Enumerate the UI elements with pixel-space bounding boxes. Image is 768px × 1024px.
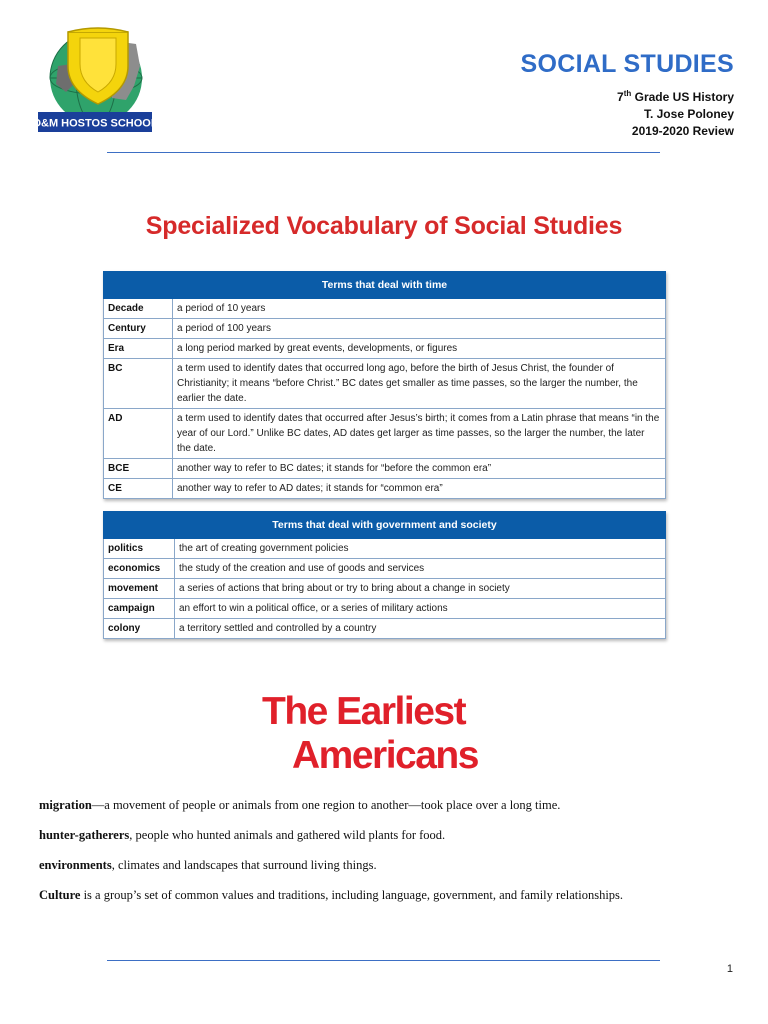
time-table-header: Terms that deal with time xyxy=(104,272,666,299)
definition-item xyxy=(39,797,739,814)
term-cell: colony xyxy=(104,619,175,639)
definition-text: , climates and landscapes that surround living things. xyxy=(111,858,377,872)
term-cell: economics xyxy=(104,559,175,579)
term-cell: movement xyxy=(104,579,175,599)
definition-item xyxy=(39,827,739,844)
table-row xyxy=(104,479,666,499)
definition-item xyxy=(39,857,739,874)
definition-cell: a period of 100 years xyxy=(173,319,666,339)
definition-cell: a long period marked by great events, developments, or figures xyxy=(173,339,666,359)
time-terms-table xyxy=(103,271,666,499)
page-number: 1 xyxy=(726,963,733,975)
definition-term: environments xyxy=(39,858,112,872)
definition-text: —a movement of people or animals from one region to another—took place over a long time. xyxy=(91,798,561,812)
government-terms-table xyxy=(103,511,666,639)
term-cell: Century xyxy=(104,319,173,339)
table-row xyxy=(104,559,666,579)
review-year: 2019-2020 Review xyxy=(631,124,734,138)
table-row xyxy=(104,579,666,599)
subject-title: SOCIAL STUDIES xyxy=(520,50,734,78)
table-row xyxy=(104,619,666,639)
term-cell: AD xyxy=(104,409,173,459)
term-cell: BCE xyxy=(104,459,173,479)
chapter-title-line1: The Earliest xyxy=(262,690,466,733)
school-name-text: O&M HOSTOS SCHOOL xyxy=(36,117,154,130)
table-row xyxy=(104,299,666,319)
definition-cell: another way to refer to AD dates; it stands for “common era” xyxy=(173,479,666,499)
government-table-header: Terms that deal with government and society xyxy=(104,512,666,539)
definition-term: hunter-gatherers xyxy=(39,828,130,842)
definitions-list xyxy=(39,797,739,917)
definition-item xyxy=(39,887,739,904)
grade-line: 7th Grade US History xyxy=(617,89,734,104)
definition-cell: an effort to win a political office, or a series of military actions xyxy=(175,599,666,619)
header-divider xyxy=(107,152,660,153)
table-row xyxy=(104,409,666,459)
table-row xyxy=(104,319,666,339)
definition-cell: the study of the creation and use of goods and services xyxy=(175,559,666,579)
term-cell: BC xyxy=(104,359,173,409)
term-cell: politics xyxy=(104,539,175,559)
definition-term: Culture xyxy=(39,888,81,902)
chapter-title-line2: Americans xyxy=(292,734,478,777)
term-cell: Decade xyxy=(104,299,173,319)
term-cell: Era xyxy=(104,339,173,359)
table-row xyxy=(104,599,666,619)
definition-cell: a term used to identify dates that occurred long ago, before the birth of Jesus Christ, the founder of Christianity; it means “before Christ.” BC dates get smaller as time passes, so the larger the number, the earlier the date. xyxy=(173,359,666,409)
table-row xyxy=(104,339,666,359)
document-header xyxy=(521,50,735,140)
table-row xyxy=(104,359,666,409)
definition-text: , people who hunted animals and gathered wild plants for food. xyxy=(129,828,446,842)
section-title: Specialized Vocabulary of Social Studies xyxy=(145,212,623,240)
table-row xyxy=(104,539,666,559)
definition-term: migration xyxy=(39,798,92,812)
definition-cell: a series of actions that bring about or try to bring about a change in society xyxy=(175,579,666,599)
definition-text: is a group’s set of common values and traditions, including language, government, and family relationships. xyxy=(80,888,624,902)
definition-cell: a term used to identify dates that occurred after Jesus’s birth; it comes from a Latin phrase that means “in the year of our Lord.” Unlike BC dates, AD dates get larger as time passes, so the larger the number, the later the date. xyxy=(173,409,666,459)
definition-cell: a territory settled and controlled by a country xyxy=(175,619,666,639)
footer-divider xyxy=(107,960,660,961)
teacher-name: T. Jose Poloney xyxy=(643,107,734,121)
definition-cell: the art of creating government policies xyxy=(175,539,666,559)
school-logo xyxy=(36,26,154,136)
definition-cell: another way to refer to BC dates; it stands for “before the common era” xyxy=(173,459,666,479)
definition-cell: a period of 10 years xyxy=(173,299,666,319)
term-cell: campaign xyxy=(104,599,175,619)
term-cell: CE xyxy=(104,479,173,499)
chapter-title xyxy=(262,690,478,778)
table-row xyxy=(104,459,666,479)
